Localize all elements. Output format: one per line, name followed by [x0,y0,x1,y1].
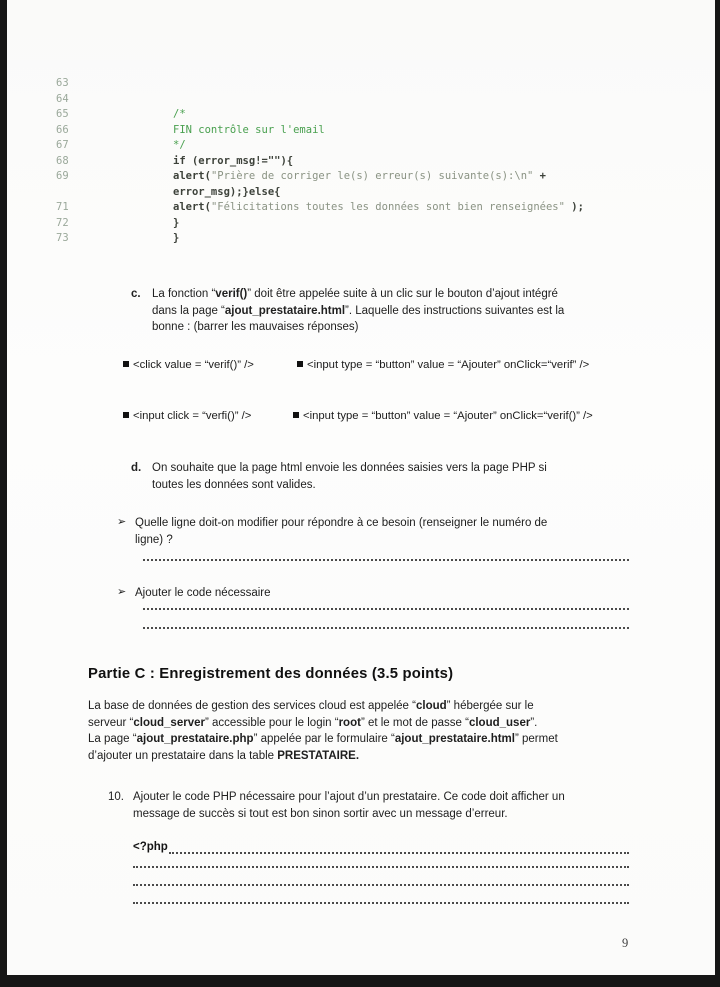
question-10-text [133,789,565,822]
scan-edge-right [715,0,720,987]
paragraph-line1: La base de données de gestion des services cloud est appelée “cloud” hébergée sur le [88,700,534,712]
arrow-question-1-line1: Quelle ligne doit-on modifier pour répondre à ce besoin (renseigner le numéro de [135,517,548,529]
arrow-question-1-text [135,515,637,548]
square-bullet-icon [123,361,129,367]
code-line: 66 FIN contrôle sur l'email [56,123,325,136]
question-10-label: 10. [108,791,124,803]
code-line: 69 alert("Prière de corriger le(s) erreur(s) suivante(s):\n" + [56,170,546,182]
paragraph-line3: La page “ajout_prestataire.php” appelée par le formulaire “ajout_prestataire.html” permet [88,733,558,746]
question-c-line3: bonne : (barrer les mauvaises réponses) [152,321,359,333]
question-d [131,460,631,493]
php-open-tag: <?php [133,841,168,853]
answer-option-1[interactable] [123,359,254,371]
scan-edge-left [0,0,7,987]
code-line: error_msg);}else{ [173,185,281,198]
paragraph-line2: serveur “cloud_server” accessible pour le login “root” et le mot de passe “cloud_user”. [88,716,538,729]
dotted-answer-line[interactable] [133,862,629,868]
paragraph-line4: d’ajouter un prestataire dans la table PRESTATAIRE. [88,749,360,762]
answer-option-2[interactable] [297,359,589,371]
question-d-line1: On souhaite que la page html envoie les données saisies vers la page PHP si [152,462,547,474]
code-line: 73 } [56,232,180,244]
arrow-bullet-icon: ➢ [117,516,127,528]
arrow-question-2-text: Ajouter le code nécessaire [135,587,271,599]
dotted-answer-line[interactable] [133,880,629,886]
question-c-line1: La fonction “verif()” doit être appelée suite à un clic sur le bouton d’ajout intégré [152,288,558,300]
answer-option-4-text: <input type = “button” value = “Ajouter” onClick=“verif()” /> [303,410,593,422]
question-10 [108,789,638,822]
php-open-tag-line [133,841,629,854]
arrow-question-1-line2: ligne) ? [135,533,173,546]
arrow-bullet-icon: ➢ [117,586,127,598]
code-line: 65 /* [56,108,186,120]
code-line: 72 } [56,216,180,229]
code-line: 67 */ [56,139,186,151]
question-d-label: d. [131,462,142,474]
code-line: 63 [56,77,69,89]
page-number: 9 [622,936,629,950]
dotted-answer-line[interactable] [169,849,629,854]
arrow-question-2 [117,585,637,602]
section-paragraph [88,698,643,764]
code-line: 71 alert("Félicitations toutes les données sont bien renseignées" ); [56,201,584,213]
question-c-label: c. [131,288,141,300]
scan-edge-bottom [0,975,720,987]
question-10-line2: message de succès si tout est bon sinon sortir avec un message d’erreur. [133,807,508,820]
question-d-line2: toutes les données sont valides. [152,478,316,491]
question-c-line2: dans la page “ajout_prestataire.html”. Laquelle des instructions suivantes est la [152,304,565,317]
square-bullet-icon [297,361,303,367]
dotted-answer-line[interactable] [143,604,629,610]
square-bullet-icon [123,412,129,418]
code-listing [56,76,656,247]
answer-option-3[interactable] [123,410,251,422]
dotted-answer-line[interactable] [143,555,629,561]
question-d-text [152,460,547,493]
code-line: 68 if (error_msg!=""){ [56,154,294,167]
dotted-answer-line[interactable] [133,898,629,904]
dotted-answer-line[interactable] [143,623,629,629]
answer-option-3-text: <input click = “verfi()” /> [133,410,252,422]
question-c [131,286,631,336]
question-c-text [152,286,564,336]
question-10-line1: Ajouter le code PHP nécessaire pour l’ajout d’un prestataire. Ce code doit afficher un [133,791,565,803]
code-line: 64 [56,92,69,105]
arrow-question-1 [117,515,637,548]
answer-option-4[interactable] [293,410,593,422]
answer-option-1-text: <click value = “verif()” /> [133,359,254,371]
square-bullet-icon [293,412,299,418]
answer-option-2-text: <input type = “button” value = “Ajouter” onClick=“verif” /> [307,359,590,371]
section-title: Partie C : Enregistrement des données (3.5 points) [88,666,454,682]
